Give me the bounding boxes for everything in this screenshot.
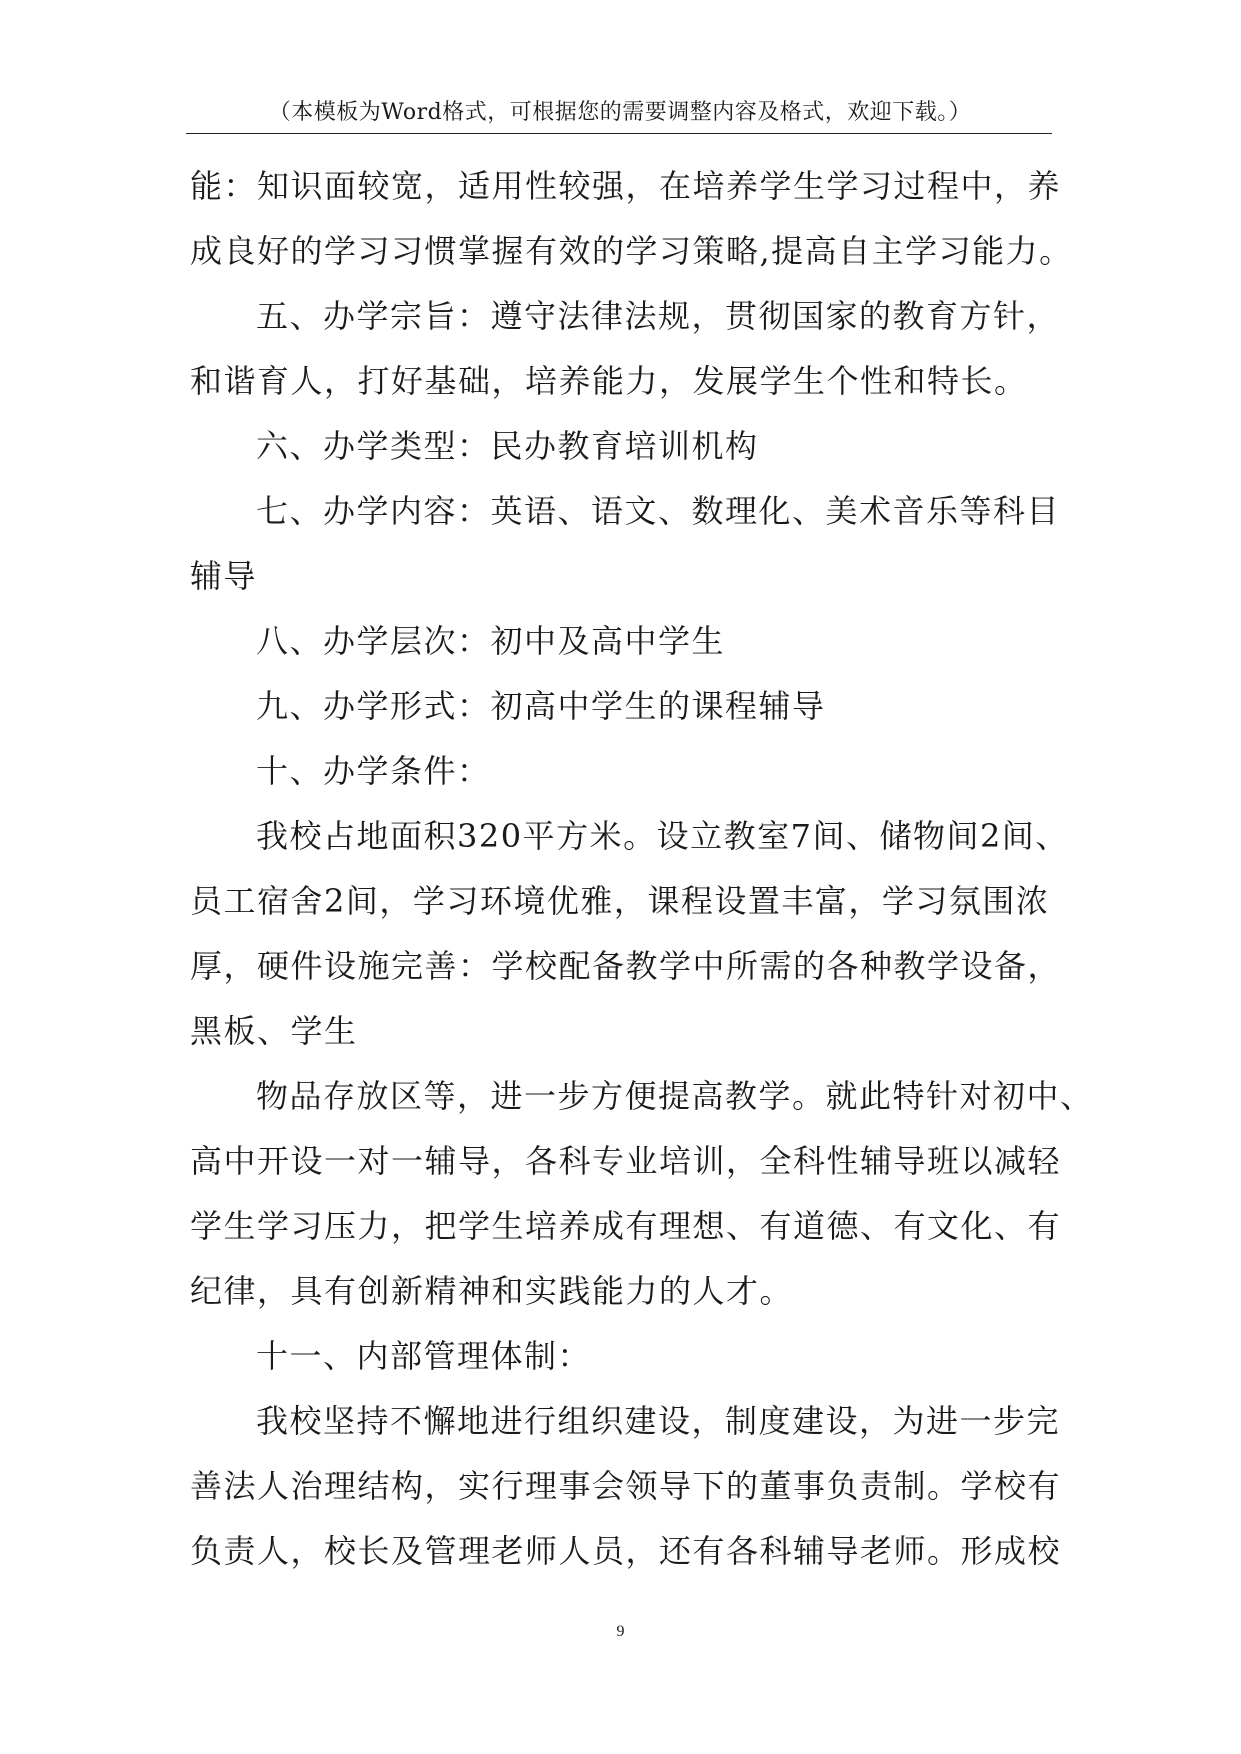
text-line: 高中开设一对一辅导，各科专业培训，全科性辅导班以减轻 [190, 1142, 1062, 1180]
text-line: 十一、内部管理体制： [256, 1337, 592, 1375]
template-header-note: （本模板为Word格式，可根据您的需要调整内容及格式，欢迎下载。） [268, 100, 972, 125]
text-line: 十、办学条件： [256, 752, 491, 790]
text-line: 我校坚持不懈地进行组织建设，制度建设，为进一步完 [256, 1402, 1061, 1440]
page-number: 9 [616, 1623, 625, 1640]
text-line: 六、办学类型：民办教育培训机构 [256, 427, 759, 465]
text-line: 善法人治理结构，实行理事会领导下的董事负责制。学校有 [190, 1467, 1062, 1505]
text-line: 员工宿舍2间，学习环境优雅，课程设置丰富，学习氛围浓 [190, 882, 1050, 920]
text-line: 七、办学内容：英语、语文、数理化、美术音乐等科目 [256, 492, 1061, 530]
text-line: 辅导 [190, 557, 258, 595]
text-line: 八、办学层次：初中及高中学生 [256, 622, 726, 660]
text-line: 五、办学宗旨：遵守法律法规，贯彻国家的教育方针， [256, 297, 1061, 335]
text-line: 纪律，具有创新精神和实践能力的人才。 [190, 1272, 794, 1310]
text-line: 和谐育人，打好基础，培养能力，发展学生个性和特长。 [190, 362, 1028, 400]
text-line: 学生学习压力，把学生培养成有理想、有道德、有文化、有 [190, 1207, 1062, 1245]
text-line: 我校占地面积320平方米。设立教室7间、储物间2间、 [256, 817, 1069, 855]
text-line: 黑板、学生 [190, 1012, 358, 1050]
text-line: 负责人，校长及管理老师人员，还有各科辅导老师。形成校 [190, 1532, 1062, 1570]
text-line: 物品存放区等，进一步方便提高教学。就此特针对初中、 [256, 1077, 1094, 1115]
document-body [190, 154, 1094, 1584]
text-line: 九、办学形式：初高中学生的课程辅导 [256, 687, 826, 725]
text-line: 能：知识面较宽，适用性较强，在培养学生学习过程中，养 [190, 167, 1062, 205]
text-line: 成良好的学习习惯掌握有效的学习策略,提高自主学习能力。 [190, 232, 1073, 270]
text-line: 厚，硬件设施完善：学校配备教学中所需的各种教学设备， [190, 947, 1062, 985]
header-divider [186, 133, 1052, 134]
